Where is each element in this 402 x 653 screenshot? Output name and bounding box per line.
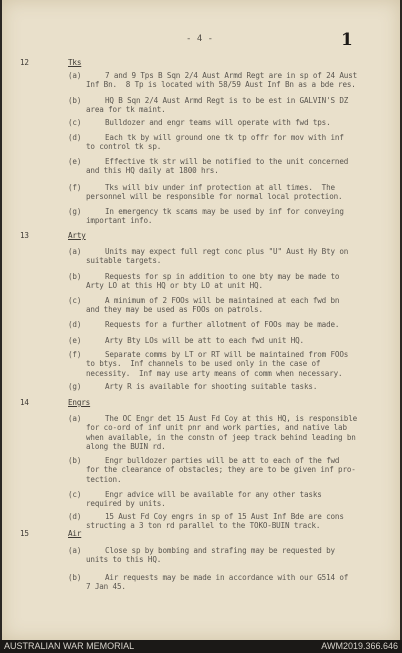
paragraph-line: Inf Bn. 8 Tp is located with 58/59 Aust Inf Bn as a bde res. [86, 80, 356, 90]
paragraph-line: In emergency tk scams may be used by inf for conveying [105, 207, 344, 216]
paragraph-line: Close sp by bombing and strafing may be requested by [105, 546, 335, 555]
paragraph-line: to control tk sp. [86, 142, 162, 152]
paragraph-line: units to this HQ. [86, 555, 162, 565]
paragraph-line: 7 Jan 45. [86, 582, 126, 592]
paragraph-line: Bulldozer and engr teams will operate with fwd tps. [105, 118, 331, 127]
paragraph-line: necessity. Inf may use arty means of comm when necessary. [86, 368, 343, 378]
paragraph-line: 7 and 9 Tps B Sqn 2/4 Aust Armd Regt are in sp of 24 Aust [105, 71, 358, 80]
paragraph-letter: (d) [68, 320, 82, 329]
paragraph-line: Tks will biv under inf protection at all times. The [105, 183, 335, 192]
paragraph-line: HQ B Sqn 2/4 Aust Armd Regt is to be est in GALVIN'S DZ [105, 96, 349, 105]
paragraph-line: and they may be used as FOOs on patrols. [86, 305, 263, 315]
document-page [2, 0, 400, 640]
paragraph-letter: (f) [68, 350, 82, 359]
paragraph-line: and this HQ daily at 1800 hrs. [86, 166, 219, 176]
paragraph-line: tection. [86, 474, 122, 484]
paragraph-letter: (a) [68, 414, 82, 423]
paragraph-line: Units may expect full regt conc plus "U" Aust Hy Bty on [105, 247, 349, 256]
paragraph-line: Engr bulldozer parties will be att to each of the fwd [105, 456, 340, 465]
paragraph-line: suitable targets. [86, 256, 162, 266]
paragraph-letter: (a) [68, 71, 82, 80]
footer-institution: AUSTRALIAN WAR MEMORIAL [4, 641, 135, 651]
page-number: - 4 - [186, 34, 214, 44]
paragraph-line: Arty R is available for shooting suitable tasks. [105, 382, 318, 391]
paragraph-line: Engr advice will be available for any other tasks [105, 490, 322, 499]
paragraph-line: important info. [86, 216, 153, 226]
paragraph-letter: (e) [68, 157, 82, 166]
section-title: Air [68, 529, 82, 538]
paragraph-line: for the clearance of obstacles; they are to be given inf pro- [86, 465, 356, 475]
paragraph-letter: (c) [68, 118, 82, 127]
paragraph-line: Each tk by will ground one tk tp offr for mov with inf [105, 133, 344, 142]
section-number: 14 [20, 398, 29, 407]
paragraph-letter: (d) [68, 512, 82, 521]
paragraph-letter: (g) [68, 207, 82, 216]
paragraph-letter: (c) [68, 296, 82, 305]
paragraph-line: Arty Bty LOs will be att to each fwd unit HQ. [105, 336, 304, 345]
paragraph-letter: (b) [68, 96, 82, 105]
paragraph-line: to btys. Inf channels to be used only in the case of [86, 359, 321, 369]
handwritten-page-mark: 1 [341, 30, 353, 50]
paragraph-line: area for tk maint. [86, 105, 166, 115]
paragraph-line: Arty LO at this HQ or bty LO at unit HQ. [86, 281, 263, 291]
paragraph-line: A minimum of 2 FOOs will be maintained at each fwd bn [105, 296, 340, 305]
paragraph-letter: (a) [68, 247, 82, 256]
paragraph-line: when available, in the constn of jeep track behind leading bn [86, 432, 356, 442]
paragraph-line: Requests for sp in addition to one bty may be made to [105, 272, 340, 281]
paragraph-line: The OC Engr det 15 Aust Fd Coy at this HQ, is responsible [105, 414, 358, 423]
paragraph-line: Air requests may be made in accordance with our G514 of [105, 573, 349, 582]
paragraph-letter: (d) [68, 133, 82, 142]
section-title: Arty [68, 231, 86, 240]
paragraph-letter: (c) [68, 490, 82, 499]
paragraph-letter: (g) [68, 382, 82, 391]
section-number: 15 [20, 529, 29, 538]
paragraph-line: Effective tk str will be notified to the unit concerned [105, 157, 349, 166]
paragraph-letter: (e) [68, 336, 82, 345]
footer-accession-number: AWM2019.366.646 [321, 641, 398, 651]
paragraph-letter: (b) [68, 573, 82, 582]
paragraph-line: Requests for a further allotment of FOOs may be made. [105, 320, 340, 329]
section-title: Engrs [68, 398, 91, 407]
paragraph-letter: (b) [68, 456, 82, 465]
paragraph-line: personnel will be responsible for normal local protection. [86, 192, 343, 202]
paragraph-letter: (a) [68, 546, 82, 555]
paragraph-line: along the BUIN rd. [86, 442, 166, 452]
section-title: Tks [68, 58, 82, 67]
paragraph-line: for co-ord of inf unit pnr and work parties, and native lab [86, 423, 347, 433]
paragraph-line: structing a 3 ton rd parallel to the TOKO-BUIN track. [86, 521, 321, 531]
paragraph-line: required by units. [86, 499, 166, 509]
paragraph-letter: (b) [68, 272, 82, 281]
paragraph-line: Separate comms by LT or RT will be maintained from FOOs [105, 350, 349, 359]
section-number: 12 [20, 58, 29, 67]
section-number: 13 [20, 231, 29, 240]
paragraph-line: 15 Aust Fd Coy engrs in sp of 15 Aust Inf Bde are cons [105, 512, 344, 521]
paragraph-letter: (f) [68, 183, 82, 192]
archive-footer [0, 640, 402, 653]
